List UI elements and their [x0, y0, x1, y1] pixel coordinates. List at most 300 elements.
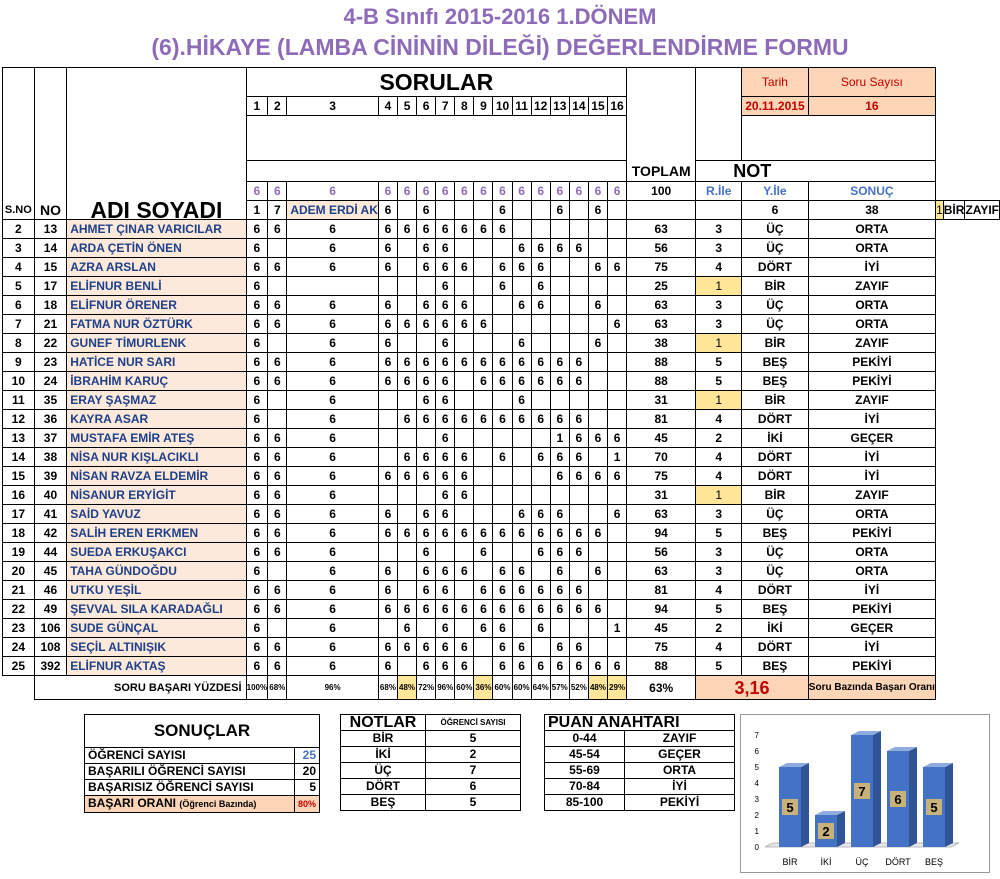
score-cell: 6 [474, 581, 493, 600]
score-cell: 6 [287, 429, 379, 448]
sonuclar-value: 5 [295, 780, 320, 796]
score-cell: 6 [397, 600, 416, 619]
score-cell [474, 638, 493, 657]
toplam-spacer [627, 68, 696, 161]
score-cell [474, 448, 493, 467]
score-cell: 6 [397, 353, 416, 372]
no-cell: 392 [34, 657, 66, 676]
score-cell [608, 638, 627, 657]
score-cell [417, 429, 436, 448]
score-cell: 6 [493, 581, 512, 600]
total-cell: 56 [627, 543, 696, 562]
score-cell: 6 [246, 600, 268, 619]
score-cell: 6 [246, 372, 268, 391]
score-cell [569, 258, 588, 277]
score-cell: 6 [378, 372, 397, 391]
score-cell [436, 201, 455, 220]
table-row [3, 372, 1000, 391]
result-cell: GEÇER [808, 619, 935, 638]
student-name: HATİCE NUR SARI [67, 353, 246, 372]
title-line2: (6).HİKAYE (LAMBA CİNİNİN DİLEĞİ) DEĞERLENDİRME FORMU [151, 34, 849, 60]
r-grade-cell: 3 [696, 296, 742, 315]
score-cell [397, 505, 416, 524]
score-cell: 6 [588, 524, 607, 543]
score-cell: 6 [455, 353, 474, 372]
score-cell: 6 [246, 429, 268, 448]
empty-cell [808, 161, 935, 182]
total-cell: 81 [627, 581, 696, 600]
empty-cell [3, 676, 35, 700]
score-cell: 6 [378, 657, 397, 676]
result-cell: ORTA [808, 239, 935, 258]
score-cell: 6 [588, 334, 607, 353]
sno-cell: 18 [3, 524, 35, 543]
score-cell: 6 [569, 372, 588, 391]
score-cell: 6 [550, 581, 569, 600]
score-cell [608, 391, 627, 410]
table-row [3, 239, 1000, 258]
score-cell [474, 334, 493, 353]
score-cell [531, 562, 550, 581]
result-cell: GEÇER [808, 429, 935, 448]
r-grade-cell: 3 [696, 315, 742, 334]
score-cell [588, 410, 607, 429]
table-row [3, 220, 1000, 239]
score-cell [378, 429, 397, 448]
y-grade-cell: BİR [943, 201, 965, 220]
score-cell [493, 543, 512, 562]
score-cell [268, 410, 287, 429]
y-grade-cell: ÜÇ [742, 239, 809, 258]
student-name: ELİFNUR BENLİ [67, 277, 246, 296]
question-success-pct: 57% [550, 676, 569, 700]
question-points: 6 [493, 182, 512, 201]
score-cell [474, 562, 493, 581]
score-cell [417, 486, 436, 505]
question-points: 6 [474, 182, 493, 201]
score-cell: 6 [268, 600, 287, 619]
question-success-pct: 72% [417, 676, 436, 700]
student-name: GUNEF TİMURLENK [67, 334, 246, 353]
score-cell [588, 220, 607, 239]
y-grade-cell: BEŞ [742, 524, 809, 543]
total-cell: 70 [627, 448, 696, 467]
x-tick-label: DÖRT [885, 857, 911, 867]
sno-cell: 11 [3, 391, 35, 410]
score-cell: 6 [493, 638, 512, 657]
y-ile-header: Y.İle [742, 182, 809, 201]
score-cell: 6 [287, 505, 379, 524]
soru-sayisi-label: Soru Sayısı [808, 68, 935, 97]
y-grade-cell: İKİ [742, 619, 809, 638]
score-cell: 6 [417, 543, 436, 562]
no-cell: 39 [34, 467, 66, 486]
score-range: 85-100 [545, 795, 625, 811]
score-cell: 6 [531, 543, 550, 562]
sno-cell: 14 [3, 448, 35, 467]
score-cell: 6 [417, 391, 436, 410]
score-cell [569, 315, 588, 334]
table-row [3, 467, 1000, 486]
score-cell [493, 315, 512, 334]
total-cell: 75 [627, 467, 696, 486]
sonuclar-value: 20 [295, 764, 320, 780]
score-cell [608, 562, 627, 581]
score-cell [531, 467, 550, 486]
score-cell [378, 486, 397, 505]
score-cell: 6 [493, 372, 512, 391]
score-cell: 6 [417, 220, 436, 239]
no-cell: 18 [34, 296, 66, 315]
score-cell [608, 220, 627, 239]
y-grade-cell: BEŞ [742, 657, 809, 676]
score-cell: 1 [550, 429, 569, 448]
score-cell: 6 [268, 296, 287, 315]
bar-value-label: 5 [786, 800, 794, 815]
score-cell: 6 [493, 600, 512, 619]
score-cell: 6 [436, 429, 455, 448]
score-cell: 6 [436, 524, 455, 543]
score-cell: 6 [569, 581, 588, 600]
notlar-table [340, 714, 521, 811]
total-cell: 63 [627, 505, 696, 524]
score-cell [550, 315, 569, 334]
score-cell: 6 [455, 562, 474, 581]
score-cell [474, 277, 493, 296]
no-cell: 35 [34, 391, 66, 410]
result-cell: ZAYIF [808, 486, 935, 505]
y-tick-label: 5 [754, 763, 759, 772]
score-cell: 6 [588, 201, 607, 220]
chart-svg [741, 715, 989, 872]
score-cell [378, 543, 397, 562]
sno-cell: 13 [3, 429, 35, 448]
total-cell: 45 [627, 429, 696, 448]
score-cell: 6 [512, 562, 531, 581]
total-cell: 63 [627, 220, 696, 239]
score-cell: 6 [436, 619, 455, 638]
grade-name: BİR [341, 731, 426, 747]
not-header: NOT [696, 161, 808, 182]
score-cell: 6 [588, 562, 607, 581]
score-cell: 6 [268, 638, 287, 657]
total-cell: 31 [627, 391, 696, 410]
score-cell: 6 [246, 277, 268, 296]
question-points: 6 [268, 182, 287, 201]
score-cell [455, 277, 474, 296]
sno-cell: 12 [3, 410, 35, 429]
result-cell: İYİ [808, 410, 935, 429]
title-line1: 4-B Sınıfı 2015-2016 1.DÖNEM [343, 4, 657, 29]
score-cell: 6 [246, 353, 268, 372]
score-cell: 6 [378, 258, 397, 277]
r-grade-cell: 4 [696, 581, 742, 600]
score-cell [493, 486, 512, 505]
score-cell: 6 [569, 638, 588, 657]
bar-value-label: 7 [858, 784, 866, 799]
score-cell [531, 391, 550, 410]
score-cell: 6 [493, 657, 512, 676]
score-cell [550, 334, 569, 353]
score-cell: 6 [417, 239, 436, 258]
r-grade-cell: 3 [696, 220, 742, 239]
grade-count: 5 [426, 795, 521, 811]
score-cell: 6 [436, 353, 455, 372]
score-cell: 6 [246, 581, 268, 600]
sno-cell: 8 [3, 334, 35, 353]
score-cell: 6 [246, 657, 268, 676]
score-cell: 6 [246, 486, 268, 505]
score-cell [474, 657, 493, 676]
score-cell: 6 [550, 372, 569, 391]
sno-cell: 6 [3, 296, 35, 315]
no-cell: 38 [34, 448, 66, 467]
y-grade-cell: DÖRT [742, 467, 809, 486]
score-cell [588, 448, 607, 467]
score-cell: 6 [246, 391, 268, 410]
score-cell: 6 [455, 638, 474, 657]
question-success-pct: 64% [531, 676, 550, 700]
score-cell [550, 486, 569, 505]
r-grade-cell: 1 [696, 277, 742, 296]
y-grade-cell: DÖRT [742, 638, 809, 657]
no-cell: 13 [34, 220, 66, 239]
y-grade-cell: BİR [742, 486, 809, 505]
score-cell: 6 [455, 486, 474, 505]
score-cell [569, 619, 588, 638]
score-cell [569, 505, 588, 524]
total-cell: 88 [627, 372, 696, 391]
y-grade-cell: ÜÇ [742, 562, 809, 581]
grade-count: 2 [426, 747, 521, 763]
result-cell: İYİ [808, 448, 935, 467]
score-cell [588, 391, 607, 410]
score-cell: 6 [268, 448, 287, 467]
r-grade-cell: 4 [696, 467, 742, 486]
score-cell: 6 [246, 543, 268, 562]
score-cell: 6 [512, 372, 531, 391]
question-success-pct: 96% [436, 676, 455, 700]
score-cell: 6 [493, 410, 512, 429]
score-cell [378, 391, 397, 410]
score-cell [531, 315, 550, 334]
score-cell: 6 [378, 220, 397, 239]
score-cell [287, 277, 379, 296]
bar-value-label: 6 [894, 792, 902, 807]
question-success-pct: 68% [378, 676, 397, 700]
score-grade: PEKİYİ [625, 795, 735, 811]
bar-side [945, 763, 953, 847]
soru-sayisi-value: 16 [808, 97, 935, 116]
no-cell: 46 [34, 581, 66, 600]
score-cell: 6 [378, 315, 397, 334]
score-cell: 1 [608, 619, 627, 638]
score-cell: 6 [608, 315, 627, 334]
score-cell [268, 391, 287, 410]
student-name: İBRAHİM KARUÇ [67, 372, 246, 391]
score-cell [588, 505, 607, 524]
score-cell [569, 391, 588, 410]
score-cell [397, 391, 416, 410]
total-cell: 75 [627, 258, 696, 277]
score-cell: 6 [493, 258, 512, 277]
score-cell: 6 [378, 239, 397, 258]
student-name: ELİFNUR AKTAŞ [67, 657, 246, 676]
sno-cell: 7 [3, 315, 35, 334]
question-success-pct: 96% [287, 676, 379, 700]
score-cell: 6 [455, 600, 474, 619]
student-name: ELİFNUR ÖRENER [67, 296, 246, 315]
table-row [3, 486, 1000, 505]
question-number: 11 [512, 97, 531, 116]
score-cell [608, 201, 627, 220]
score-cell [696, 201, 742, 220]
score-cell: 6 [378, 600, 397, 619]
question-number: 9 [474, 97, 493, 116]
score-grade: GEÇER [625, 747, 735, 763]
score-cell [512, 543, 531, 562]
question-points: 6 [246, 182, 268, 201]
r-grade-cell: 1 [936, 201, 944, 220]
score-cell: 6 [512, 239, 531, 258]
no-header: NO [34, 68, 66, 220]
empty-cell [696, 97, 742, 116]
no-cell: 15 [34, 258, 66, 277]
score-cell: 6 [287, 619, 379, 638]
score-cell: 6 [569, 543, 588, 562]
score-cell: 6 [608, 467, 627, 486]
table-row [3, 600, 1000, 619]
sno-cell: 16 [3, 486, 35, 505]
puan-title: PUAN ANAHTARI [545, 715, 735, 731]
question-points: 6 [417, 182, 436, 201]
score-cell: 6 [531, 410, 550, 429]
r-grade-cell: 1 [696, 334, 742, 353]
score-cell: 6 [493, 524, 512, 543]
score-cell: 6 [474, 372, 493, 391]
score-cell: 6 [550, 638, 569, 657]
score-cell: 6 [608, 657, 627, 676]
score-cell [474, 201, 493, 220]
bar-side [837, 811, 845, 847]
score-cell [455, 334, 474, 353]
sno-cell: 17 [3, 505, 35, 524]
score-cell: 6 [378, 467, 397, 486]
score-cell: 6 [588, 657, 607, 676]
score-cell: 6 [436, 258, 455, 277]
score-cell: 6 [608, 505, 627, 524]
score-cell: 6 [436, 486, 455, 505]
score-cell [474, 239, 493, 258]
score-cell: 6 [287, 334, 379, 353]
score-cell [493, 391, 512, 410]
score-cell: 6 [436, 372, 455, 391]
score-cell: 6 [569, 448, 588, 467]
result-cell: PEKİYİ [808, 353, 935, 372]
no-cell: 22 [34, 334, 66, 353]
score-cell [512, 448, 531, 467]
score-cell [512, 486, 531, 505]
score-cell: 6 [246, 467, 268, 486]
result-cell: ORTA [808, 315, 935, 334]
r-grade-cell: 5 [696, 657, 742, 676]
score-cell: 6 [287, 638, 379, 657]
score-cell [588, 543, 607, 562]
r-grade-cell: 4 [696, 410, 742, 429]
question-number: 15 [588, 97, 607, 116]
score-cell: 6 [550, 505, 569, 524]
result-cell: İYİ [808, 581, 935, 600]
question-success-pct: 48% [397, 676, 416, 700]
score-cell: 6 [378, 353, 397, 372]
score-cell [512, 467, 531, 486]
score-cell [608, 372, 627, 391]
x-tick-label: BİR [782, 857, 798, 867]
question-number: 5 [397, 97, 416, 116]
score-cell: 6 [287, 524, 379, 543]
score-cell [474, 467, 493, 486]
score-cell [397, 429, 416, 448]
score-cell: 6 [569, 410, 588, 429]
score-cell: 6 [246, 315, 268, 334]
sno-cell: 25 [3, 657, 35, 676]
student-name: NİSANUR ERYİGİT [67, 486, 246, 505]
score-cell: 6 [417, 638, 436, 657]
sno-cell: 2 [3, 220, 35, 239]
table-row [3, 353, 1000, 372]
score-cell: 6 [417, 410, 436, 429]
score-cell: 6 [246, 448, 268, 467]
score-cell [608, 581, 627, 600]
score-cell: 6 [569, 600, 588, 619]
score-cell: 6 [287, 543, 379, 562]
grade-count: 5 [426, 731, 521, 747]
score-cell: 6 [550, 657, 569, 676]
score-cell: 6 [569, 429, 588, 448]
sonuclar-title: SONUÇLAR [85, 715, 320, 748]
score-cell [569, 562, 588, 581]
score-cell [608, 334, 627, 353]
score-cell: 6 [287, 657, 379, 676]
score-cell [397, 258, 416, 277]
score-cell: 6 [455, 315, 474, 334]
table-row [3, 334, 1000, 353]
score-cell: 6 [455, 296, 474, 315]
score-cell: 6 [397, 372, 416, 391]
score-cell: 6 [417, 315, 436, 334]
bar-side [909, 747, 917, 847]
total-cell: 56 [627, 239, 696, 258]
score-cell [455, 429, 474, 448]
question-success-pct: 68% [268, 676, 287, 700]
result-cell: ZAYIF [808, 391, 935, 410]
score-cell [608, 486, 627, 505]
score-cell [608, 410, 627, 429]
score-cell [493, 334, 512, 353]
grade-name: ÜÇ [341, 763, 426, 779]
score-cell: 6 [455, 220, 474, 239]
score-cell: 6 [378, 524, 397, 543]
table-row [3, 524, 1000, 543]
total-cell: 88 [627, 353, 696, 372]
no-cell: 40 [34, 486, 66, 505]
r-grade-cell: 2 [696, 619, 742, 638]
score-cell: 6 [287, 239, 379, 258]
score-cell: 6 [455, 657, 474, 676]
y-grade-cell: BİR [742, 391, 809, 410]
score-cell: 6 [436, 448, 455, 467]
table-row [3, 410, 1000, 429]
